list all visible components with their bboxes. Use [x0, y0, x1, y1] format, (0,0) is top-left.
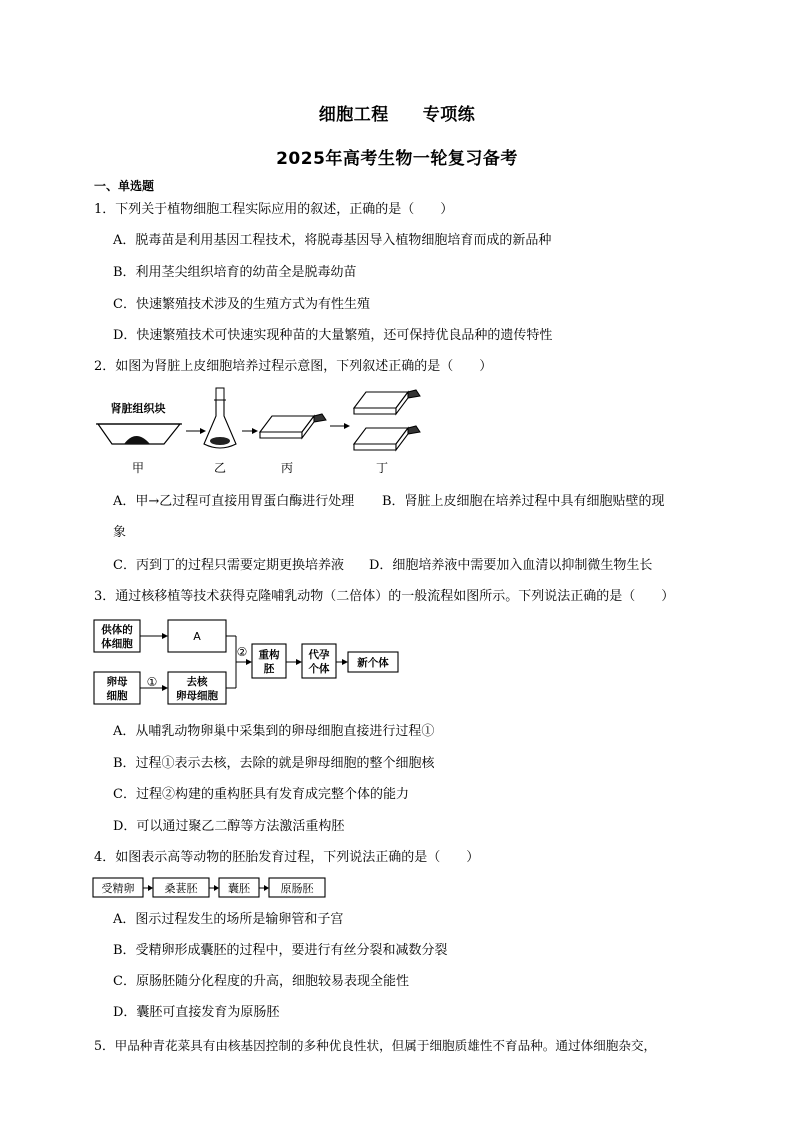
question-1-option-b[interactable]: B．利用茎尖组织培育的幼苗全是脱毒幼苗: [113, 265, 357, 280]
question-1-stem: 1．下列关于植物细胞工程实际应用的叙述，正确的是（ ）: [94, 202, 454, 217]
label-yi: 乙: [213, 461, 227, 475]
reconstructed-label-2: 胚: [263, 663, 275, 675]
enucleated-label-2: 卵母细胞: [176, 690, 218, 702]
question-4-option-b[interactable]: B．受精卵形成囊胚的过程中，要进行有丝分裂和减数分裂: [113, 943, 448, 958]
question-4-stem: 4．如图表示高等动物的胚胎发育过程，下列说法正确的是（ ）: [94, 850, 480, 865]
page-title: [0, 100, 794, 125]
question-3-stem: 3．通过核移植等技术获得克隆哺乳动物（二倍体）的一般流程如图所示。下列说法正确的是（ ）: [94, 589, 675, 604]
question-4-option-d[interactable]: D．囊胚可直接发育为原肠胚: [113, 1005, 280, 1020]
question-3-option-d[interactable]: D．可以通过聚乙二醇等方法激活重构胚: [113, 819, 345, 834]
egg-cell-label-1: 卵母: [106, 676, 128, 688]
question-2-stem: 2．如图为肾脏上皮细胞培养过程示意图，下列叙述正确的是（ ）: [94, 359, 493, 374]
question-3-option-a[interactable]: A．从哺乳动物卵巢中采集到的卵母细胞直接进行过程①: [113, 724, 435, 739]
stage-morula: 桑葚胚: [164, 882, 198, 895]
box-a-label: A: [193, 630, 201, 643]
page-subtitle: 2025年高考生物一轮复习备考: [276, 149, 518, 169]
question-2-option-c[interactable]: C．丙到丁的过程只需要定期更换培养液: [113, 558, 344, 573]
question-3-option-b[interactable]: B．过程①表示去核，去除的就是卵母细胞的整个细胞核: [113, 756, 435, 771]
kidney-culture-diagram: [92, 386, 442, 476]
cell-suspension: [210, 437, 230, 445]
label-bing: 丙: [280, 461, 294, 475]
question-1-option-a[interactable]: A．脱毒苗是利用基因工程技术，将脱毒基因导入植物细胞培育而成的新品种: [113, 233, 552, 248]
question-4-option-c[interactable]: C．原肠胚随分化程度的升高，细胞较易表现全能性: [113, 974, 409, 989]
stage-gastrula: 原肠胚: [280, 882, 314, 895]
tissue-label: 肾脏组织块: [110, 402, 166, 415]
tissue-block: [124, 436, 150, 444]
stage-blastocyst: 囊胚: [228, 882, 250, 895]
step-1-label: ①: [146, 675, 158, 689]
question-5-stem: 5．甲品种青花菜具有由核基因控制的多种优良性状，但属于细胞质雄性不育品种。通过体细胞杂交，: [94, 1038, 657, 1053]
new-individual-label: 新个体: [357, 657, 389, 669]
label-jia: 甲: [131, 461, 145, 475]
nuclear-transfer-diagram: [92, 614, 422, 710]
donor-cell-label-2: 体细胞: [101, 638, 133, 650]
question-4-option-a[interactable]: A．图示过程发生的场所是输卵管和子宫: [113, 912, 344, 927]
title-part1: 细胞工程: [318, 105, 389, 125]
stage-zygote: 受精卵: [101, 882, 135, 895]
question-2-option-a[interactable]: A．甲→乙过程可直接用胃蛋白酶进行处理: [113, 494, 355, 509]
enucleated-label-1: 去核: [186, 676, 208, 688]
egg-cell-label-2: 细胞: [106, 690, 128, 702]
label-ding: 丁: [375, 461, 389, 475]
question-3-option-c[interactable]: C．过程②构建的重构胚具有发育成完整个体的能力: [113, 787, 409, 802]
question-1-option-c[interactable]: C．快速繁殖技术涉及的生殖方式为有性生殖: [113, 297, 370, 312]
donor-cell-label-1: 供体的: [101, 624, 133, 636]
embryo-development-diagram: [92, 876, 332, 900]
title-part2: 专项练: [422, 105, 476, 125]
question-2-option-d[interactable]: D．细胞培养液中需要加入血清以抑制微生物生长: [369, 558, 653, 573]
section-heading: 一、单选题: [94, 179, 155, 193]
flask-cap: [216, 388, 224, 400]
question-2-option-b-wrap: 象: [113, 525, 127, 540]
question-2-option-b[interactable]: B．肾脏上皮细胞在培养过程中具有细胞贴壁的现: [382, 494, 665, 509]
surrogate-label-2: 个体: [308, 663, 330, 675]
surrogate-label-1: 代孕: [308, 649, 330, 661]
question-1-option-d[interactable]: D．快速繁殖技术可快速实现种苗的大量繁殖，还可保持优良品种的遗传特性: [113, 328, 553, 343]
step-2-label: ②: [236, 645, 248, 659]
reconstructed-label-1: 重构: [258, 649, 280, 661]
